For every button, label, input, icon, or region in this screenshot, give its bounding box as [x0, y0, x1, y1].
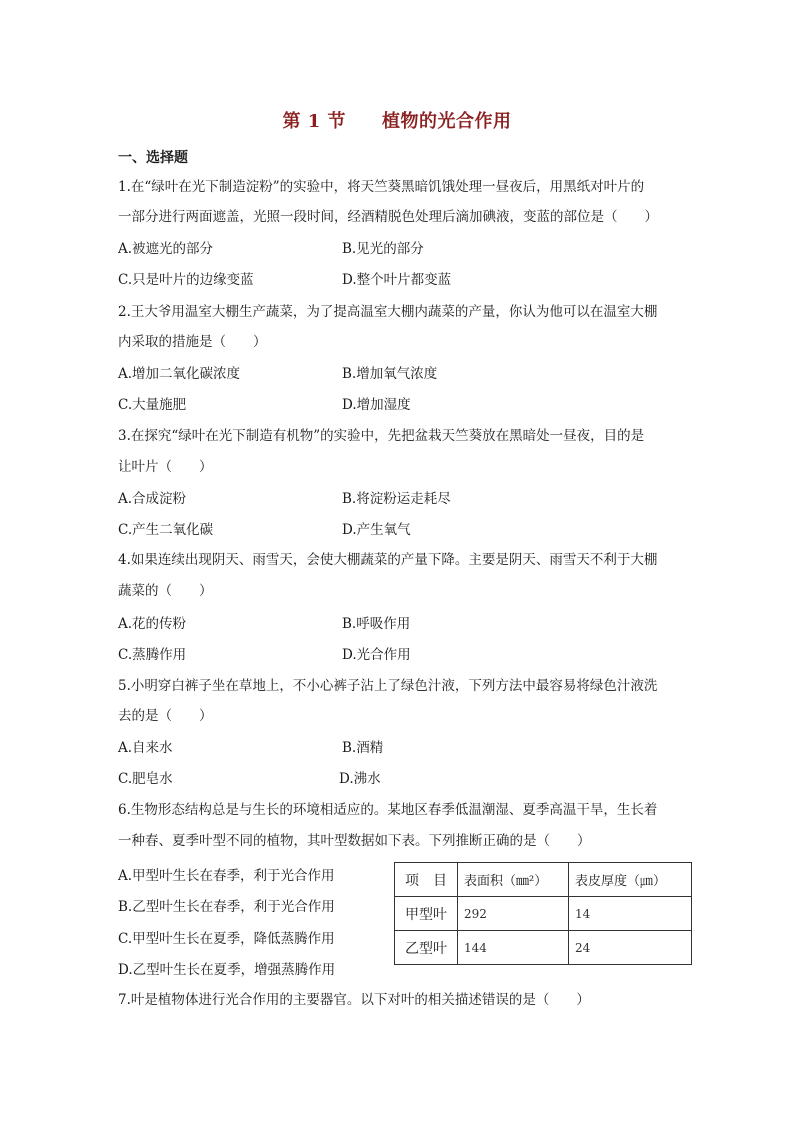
question-4-option-b: B.呼吸作用: [342, 616, 411, 632]
question-5-option-c: C.肥皂水: [118, 771, 173, 787]
question-6-option-d: D.乙型叶生长在夏季，增强蒸腾作用: [118, 962, 336, 978]
question-5-option-b: B.酒精: [342, 740, 384, 756]
question-4-line-2: 蔬菜的（ ）: [118, 583, 213, 599]
question-5-option-d: D.沸水: [339, 771, 381, 787]
section-heading: 一、选择题: [118, 150, 188, 166]
question-6-option-a: A.甲型叶生长在春季，利于光合作用: [118, 868, 335, 884]
table-cell: 14: [569, 897, 692, 931]
table-cell: 292: [458, 897, 569, 931]
question-1-option-d: D.整个叶片都变蓝: [342, 272, 452, 288]
question-2-option-c: C.大量施肥: [118, 397, 187, 413]
question-5-line-1: 5.小明穿白裤子坐在草地上，不小心裤子沾上了绿色汁液，下列方法中最容易将绿色汁液洗: [118, 678, 658, 694]
question-2-line-1: 2.王大爷用温室大棚生产蔬菜，为了提高温室大棚内蔬菜的产量，你认为他可以在温室大棚: [118, 304, 658, 320]
table-row: [395, 897, 692, 931]
question-3-line-2: 让叶片（ ）: [118, 459, 213, 475]
question-1-option-a: A.被遮光的部分: [118, 241, 214, 257]
question-1-line-1: 1.在“绿叶在光下制造淀粉”的实验中，将天竺葵黑暗饥饿处理一昼夜后，用黑纸对叶片的: [118, 179, 645, 195]
question-1-option-b: B.见光的部分: [342, 241, 424, 257]
question-4-line-1: 4.如果连续出现阴天、雨雪天，会使大棚蔬菜的产量下降。主要是阴天、雨雪天不利于大棚: [118, 552, 658, 568]
question-6-line-2: 一种春、夏季叶型不同的植物，其叶型数据如下表。下列推断正确的是（ ）: [118, 833, 591, 849]
question-2-option-a: A.增加二氧化碳浓度: [118, 366, 241, 382]
question-7-line-1: 7.叶是植物体进行光合作用的主要器官。以下对叶的相关描述错误的是（ ）: [118, 992, 590, 1008]
question-3-option-a: A.合成淀粉: [118, 491, 187, 507]
leaf-data-table: [394, 862, 692, 965]
question-1-line-2: 一部分进行两面遮盖，光照一段时间，经酒精脱色处理后滴加碘液，变蓝的部位是（ ）: [118, 209, 658, 225]
question-1-option-c: C.只是叶片的边缘变蓝: [118, 272, 254, 288]
question-6-option-b: B.乙型叶生长在春季，利于光合作用: [118, 899, 335, 915]
table-cell: 甲型叶: [395, 897, 458, 931]
question-4-option-c: C.蒸腾作用: [118, 647, 187, 663]
page-title: [0, 107, 794, 133]
question-3-option-b: B.将淀粉运走耗尽: [342, 491, 451, 507]
table-header-row: [395, 863, 692, 897]
question-3-option-d: D.产生氧气: [342, 522, 411, 538]
table-header-cell: 表面积（㎜²）: [458, 863, 569, 897]
table-header-cell: 项 目: [395, 863, 458, 897]
table-header-cell: 表皮厚度（㎛）: [569, 863, 692, 897]
question-5-line-2: 去的是（ ）: [118, 708, 213, 724]
title-name: 植物的光合作用: [382, 111, 512, 132]
table-cell: 乙型叶: [395, 931, 458, 965]
question-2-option-b: B.增加氧气浓度: [342, 366, 438, 382]
question-6-option-c: C.甲型叶生长在夏季，降低蒸腾作用: [118, 931, 335, 947]
table-row: [395, 931, 692, 965]
question-4-option-d: D.光合作用: [342, 647, 411, 663]
question-4-option-a: A.花的传粉: [118, 616, 187, 632]
table-cell: 24: [569, 931, 692, 965]
question-3-line-1: 3.在探究“绿叶在光下制造有机物”的实验中，先把盆栽天竺葵放在黑暗处一昼夜，目的是: [118, 428, 645, 444]
question-2-line-2: 内采取的措施是（ ）: [118, 334, 267, 350]
question-6-line-1: 6.生物形态结构总是与生长的环境相适应的。某地区春季低温潮湿、夏季高温干旱，生长着: [118, 802, 658, 818]
question-5-option-a: A.自来水: [118, 740, 173, 756]
title-section: 第 1 节: [282, 111, 347, 132]
question-3-option-c: C.产生二氧化碳: [118, 522, 214, 538]
table-cell: 144: [458, 931, 569, 965]
question-2-option-d: D.增加湿度: [342, 397, 411, 413]
